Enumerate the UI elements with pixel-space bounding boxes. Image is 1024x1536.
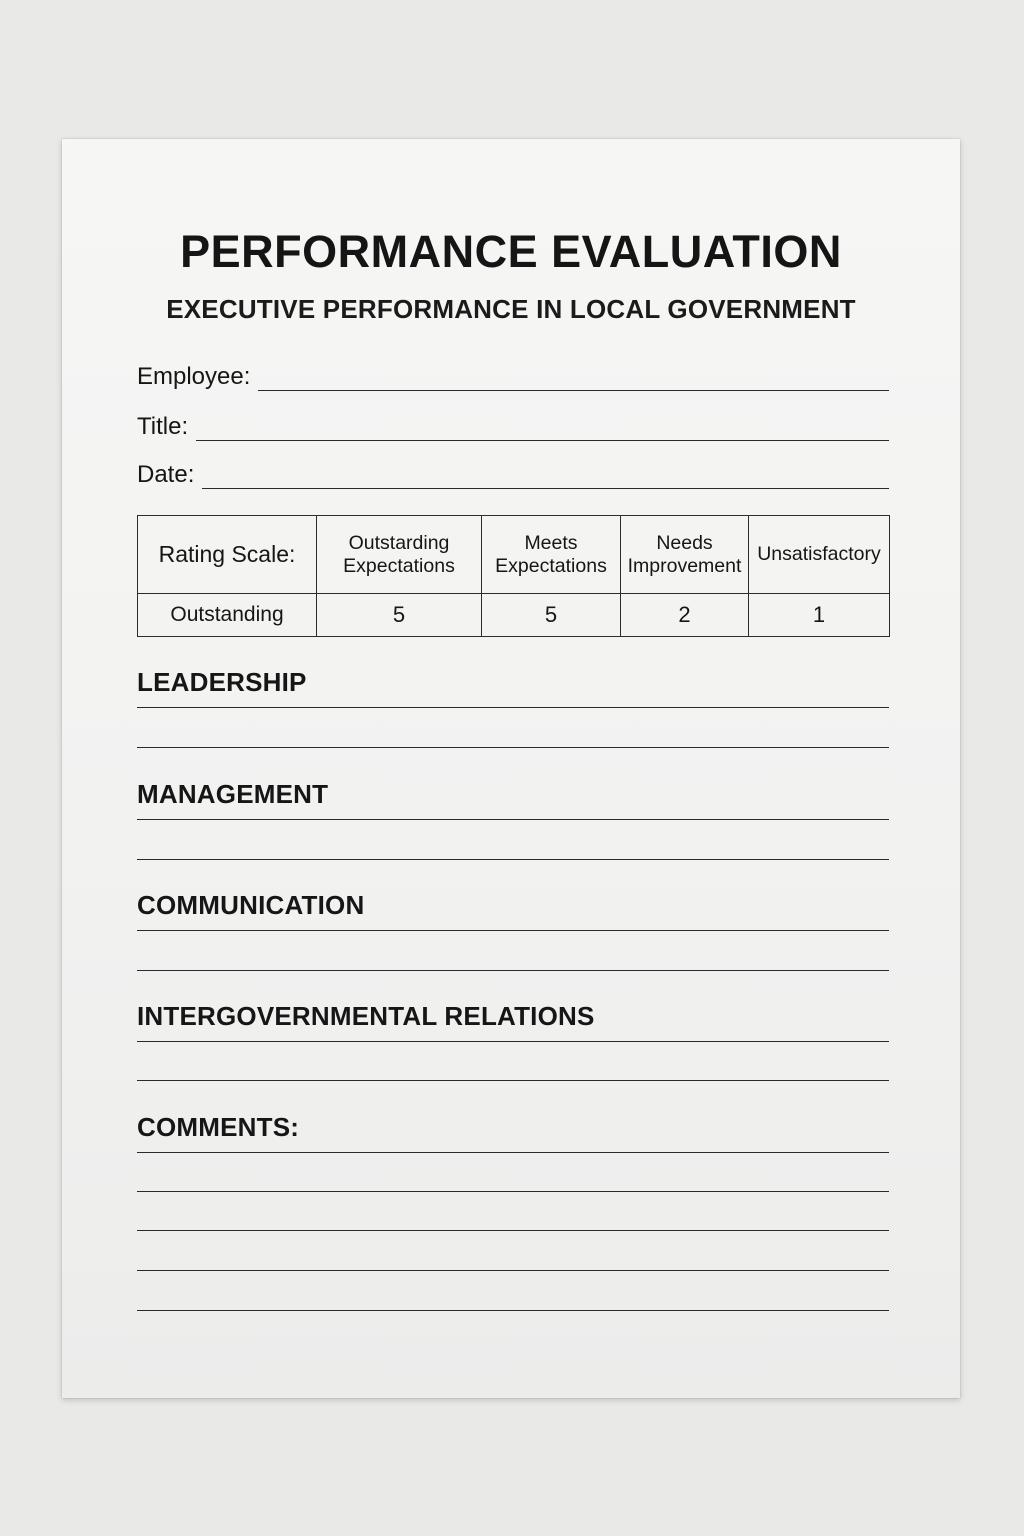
- section-intergovernmental-heading: INTERGOVERNMENTAL RELATIONS: [137, 1001, 595, 1031]
- management-answer-line[interactable]: [137, 819, 889, 820]
- rating-value-cell: 2: [621, 594, 749, 637]
- comments-answer-line[interactable]: [137, 1230, 889, 1231]
- intergovernmental-answer-line[interactable]: [137, 1080, 889, 1081]
- rating-value-cell: 5: [482, 594, 621, 637]
- leadership-answer-line[interactable]: [137, 707, 889, 708]
- rating-value-cell: 1: [749, 594, 890, 637]
- evaluation-form-sheet: [62, 139, 960, 1398]
- communication-answer-line[interactable]: [137, 930, 889, 931]
- employee-input-line[interactable]: [258, 364, 889, 391]
- section-leadership-heading: LEADERSHIP: [137, 667, 307, 697]
- rating-column-header-text: Unsatisfactory: [757, 543, 881, 565]
- leadership-answer-line[interactable]: [137, 747, 889, 748]
- comments-answer-line[interactable]: [137, 1191, 889, 1192]
- comments-answer-line[interactable]: [137, 1270, 889, 1271]
- form-title: PERFORMANCE EVALUATION: [180, 226, 842, 277]
- employee-field-row: [137, 361, 889, 391]
- title-input-line[interactable]: [196, 414, 889, 441]
- rating-column-header-text: Outstarding Expectations: [343, 531, 455, 577]
- rating-scale-label: Rating Scale:: [138, 516, 317, 594]
- rating-row-label: Outstanding: [138, 594, 317, 637]
- title-label: Title:: [137, 413, 189, 440]
- intergovernmental-answer-line[interactable]: [137, 1041, 889, 1042]
- rating-header-row: [138, 516, 890, 594]
- comments-answer-line[interactable]: [137, 1152, 889, 1153]
- form-subtitle: EXECUTIVE PERFORMANCE IN LOCAL GOVERNMENT: [166, 294, 856, 324]
- rating-column-header-text: Meets Expectations: [495, 531, 607, 577]
- date-label: Date:: [137, 461, 195, 488]
- rating-column-header: [317, 516, 482, 594]
- section-management-heading: MANAGEMENT: [137, 779, 329, 809]
- rating-value-row: [138, 594, 890, 637]
- management-answer-line[interactable]: [137, 859, 889, 860]
- rating-value-cell: 5: [317, 594, 482, 637]
- rating-scale-table: [137, 515, 890, 637]
- title-field-row: [137, 411, 889, 441]
- section-comments-heading: COMMENTS:: [137, 1112, 300, 1142]
- section-communication-heading: COMMUNICATION: [137, 890, 365, 920]
- employee-label: Employee:: [137, 363, 251, 390]
- rating-column-header: [749, 516, 890, 594]
- rating-column-header: [482, 516, 621, 594]
- rating-column-header-text: Needs Improvement: [627, 531, 742, 577]
- comments-answer-line[interactable]: [137, 1310, 889, 1311]
- date-field-row: [137, 459, 889, 489]
- date-input-line[interactable]: [202, 462, 889, 489]
- rating-column-header: [621, 516, 749, 594]
- communication-answer-line[interactable]: [137, 970, 889, 971]
